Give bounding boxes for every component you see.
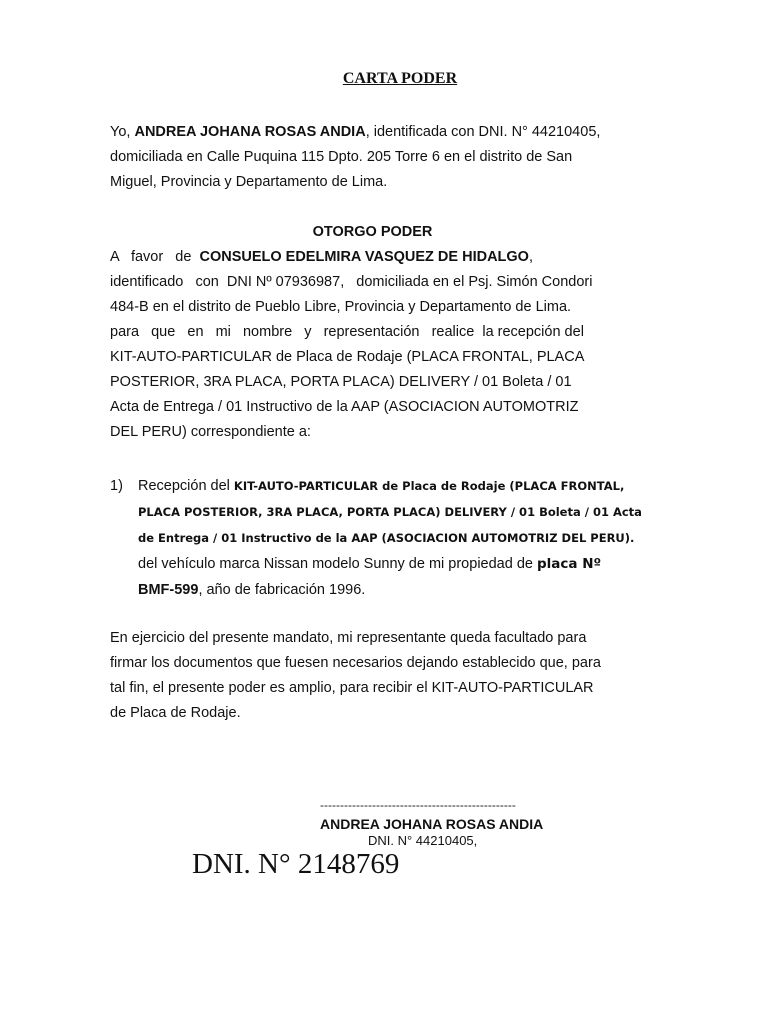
closing-line-2: firmar los documentos que fuesen necesarios dejando establecido que, para	[110, 655, 601, 671]
signature-dni: DNI. N° 44210405,	[368, 833, 478, 848]
item-line-5: BMF-599, año de fabricación 1996.	[138, 582, 366, 598]
grant-paragraph	[110, 245, 635, 445]
grant-line-7: Acta de Entrega / 01 Instructivo de la AAP (ASOCIACION AUTOMOTRIZ	[110, 399, 579, 415]
grant-line-5: KIT-AUTO-PARTICULAR de Placa de Rodaje (PLACA FRONTAL, PLACA	[110, 349, 585, 365]
item-line-2: PLACA POSTERIOR, 3RA PLACA, PORTA PLACA) DELIVERY / 01 Boleta / 01 Acta	[138, 505, 642, 519]
list-item	[138, 473, 642, 603]
closing-line-4: de Placa de Rodaje.	[110, 705, 241, 721]
intro-line-3: Miguel, Provincia y Departamento de Lima.	[110, 174, 388, 190]
intro-line-2: domiciliada en Calle Puquina 115 Dpto. 205 Torre 6 en el distrito de San	[110, 149, 573, 165]
signature-line: -------------------------------------------------	[320, 798, 516, 812]
grant-line-3: 484-B en el distrito de Pueblo Libre, Provincia y Departamento de Lima.	[110, 299, 572, 315]
item-line-4: del vehículo marca Nissan modelo Sunny de mi propiedad de placa Nº	[138, 556, 602, 572]
item-line-1: Recepción del KIT-AUTO-PARTICULAR de Placa de Rodaje (PLACA FRONTAL,	[138, 478, 625, 494]
grant-line-6: POSTERIOR, 3RA PLACA, PORTA PLACA) DELIVERY / 01 Boleta / 01	[110, 374, 572, 390]
document-title: CARTA PODER	[342, 70, 458, 87]
closing-paragraph	[110, 626, 635, 726]
grant-line-4: para que en mi nombre y representación realice la recepción del	[110, 324, 584, 340]
grant-line-8: DEL PERU) correspondiente a:	[110, 424, 311, 440]
list-number: 1)	[110, 478, 123, 494]
grant-heading: OTORGO PODER	[312, 224, 433, 240]
item-line-3: de Entrega / 01 Instructivo de la AAP (ASOCIACION AUTOMOTRIZ DEL PERU).	[138, 531, 635, 545]
intro-paragraph	[110, 120, 635, 195]
intro-line-1: Yo, ANDREA JOHANA ROSAS ANDIA, identificada con DNI. N° 44210405,	[110, 124, 601, 140]
attorney-name: CONSUELO EDELMIRA VASQUEZ DE HIDALGO	[199, 249, 529, 265]
grantor-name: ANDREA JOHANA ROSAS ANDIA	[134, 124, 366, 140]
signature-name: ANDREA JOHANA ROSAS ANDIA	[320, 816, 544, 832]
footer-dni: DNI. N° 2148769	[192, 848, 400, 880]
grant-line-2: identificado con DNI Nº 07936987, domiciliada en el Psj. Simón Condori	[110, 274, 593, 290]
plate-label: placa Nº	[536, 556, 602, 572]
grant-line-1: A favor de CONSUELO EDELMIRA VASQUEZ DE HIDALGO,	[110, 249, 533, 265]
plate-number: BMF-599	[138, 582, 199, 598]
closing-line-1: En ejercicio del presente mandato, mi representante queda facultado para	[110, 630, 587, 646]
closing-line-3: tal fin, el presente poder es amplio, para recibir el KIT-AUTO-PARTICULAR	[110, 680, 594, 696]
